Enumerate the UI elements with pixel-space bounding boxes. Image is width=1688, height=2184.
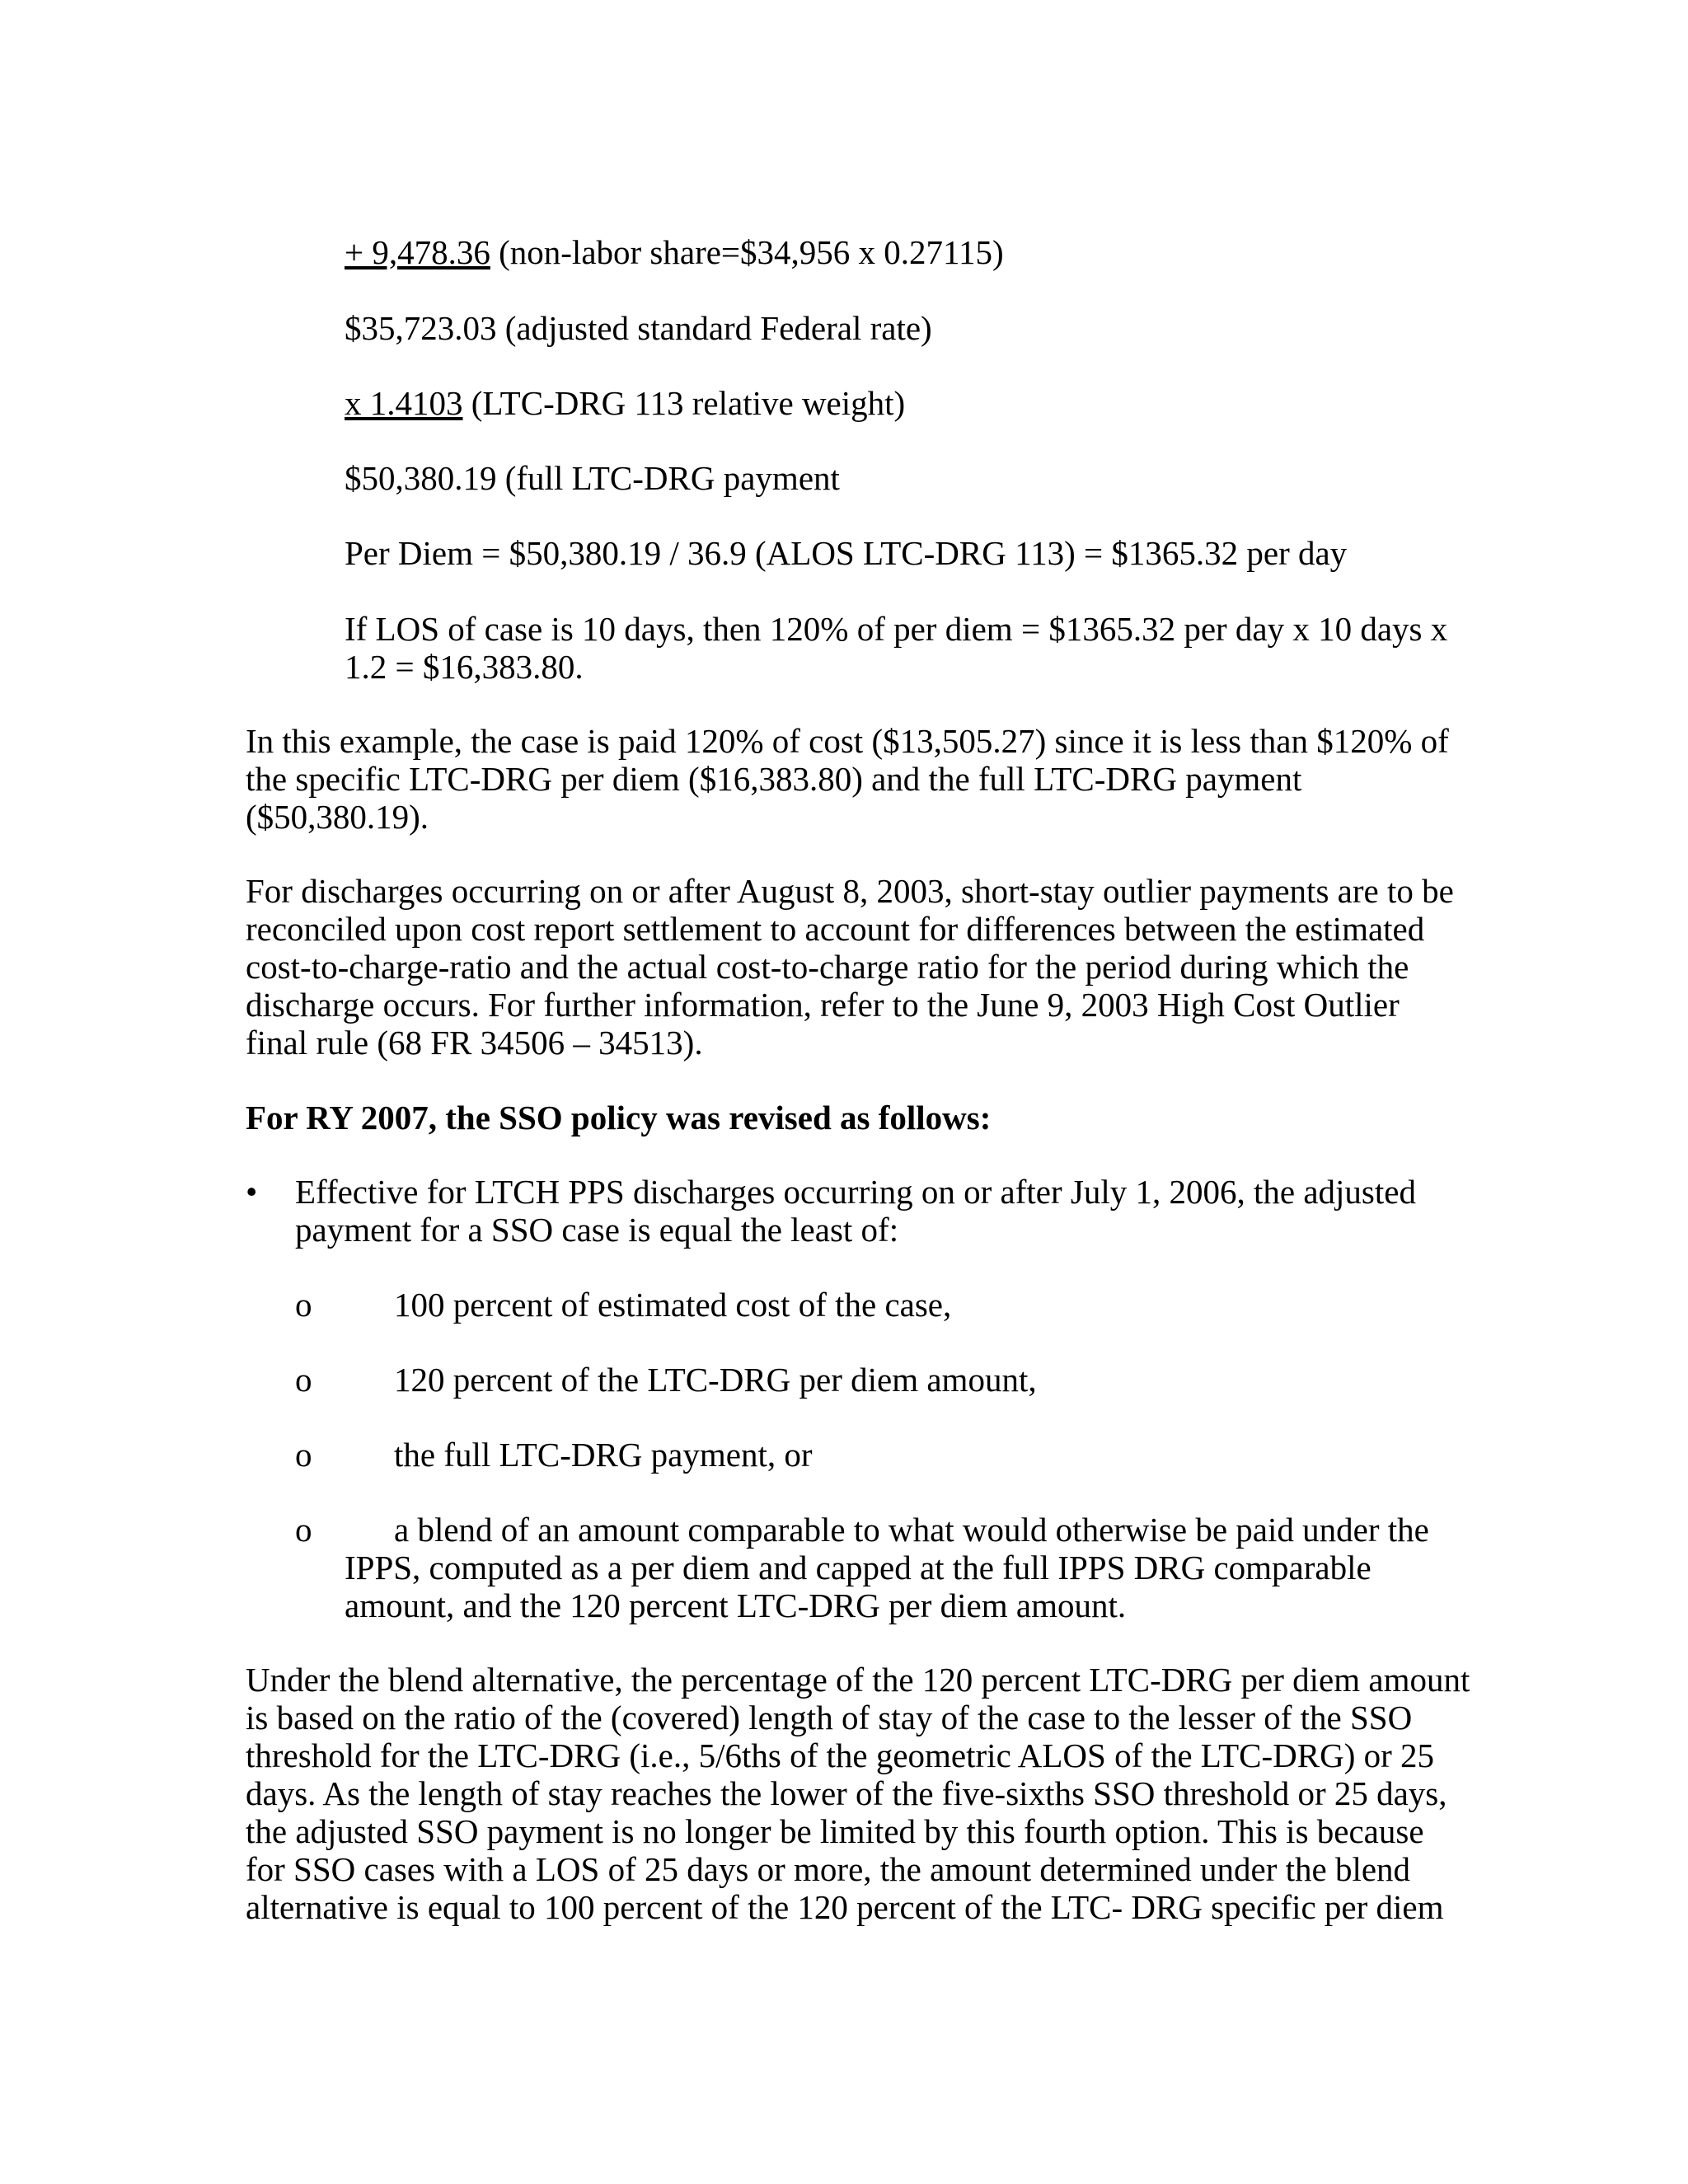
calc-line-adjusted-rate: $35,723.03 (adjusted standard Federal rate) xyxy=(345,309,932,347)
subitem-marker: o xyxy=(295,1436,312,1474)
calc-weight-desc: (LTC-DRG 113 relative weight) xyxy=(462,384,906,422)
para2-line: cost-to-charge-ratio and the actual cost-to-charge ratio for the period during which the xyxy=(246,948,1409,986)
para2-line: discharge occurs. For further information, refer to the June 9, 2003 High Cost Outlier xyxy=(246,986,1400,1024)
para3-line: Under the blend alternative, the percentage of the 120 percent LTC-DRG per diem amount xyxy=(246,1661,1470,1699)
para1-line: ($50,380.19). xyxy=(246,798,429,836)
bullet-line: Effective for LTCH PPS discharges occurring on or after July 1, 2006, the adjusted xyxy=(295,1173,1416,1211)
subitem-3: the full LTC-DRG payment, or xyxy=(394,1436,813,1474)
calc-line-los-b: 1.2 = $16,383.80. xyxy=(345,648,584,686)
subitem-4-line: amount, and the 120 percent LTC-DRG per diem amount. xyxy=(345,1586,1127,1624)
para2-line: reconciled upon cost report settlement to account for differences between the estimated xyxy=(246,910,1425,948)
calc-weight-value: x 1.4103 xyxy=(345,384,463,422)
para2-line: final rule (68 FR 34506 – 34513). xyxy=(246,1024,703,1062)
calc-line-per-diem: Per Diem = $50,380.19 / 36.9 (ALOS LTC-DRG 113) = $1365.32 per day xyxy=(345,534,1348,572)
subitem-marker: o xyxy=(295,1286,312,1324)
calc-line-los-a: If LOS of case is 10 days, then 120% of per diem = $1365.32 per day x 10 days x xyxy=(345,610,1448,648)
section-heading: For RY 2007, the SSO policy was revised as follows: xyxy=(246,1099,992,1137)
subitem-2: 120 percent of the LTC-DRG per diem amount, xyxy=(394,1361,1037,1399)
calc-nonlabor-desc: (non-labor share=$34,956 x 0.27115) xyxy=(490,233,1004,271)
para3-line: days. As the length of stay reaches the lower of the five-sixths SSO threshold or 25 days, xyxy=(246,1774,1447,1812)
subitem-1: 100 percent of estimated cost of the case, xyxy=(394,1286,952,1324)
para3-line: for SSO cases with a LOS of 25 days or more, the amount determined under the blend xyxy=(246,1850,1411,1888)
para3-line: is based on the ratio of the (covered) length of stay of the case to the lesser of the SSO xyxy=(246,1699,1413,1736)
para3-line: alternative is equal to 100 percent of the 120 percent of the LTC- DRG specific per diem xyxy=(246,1888,1444,1926)
calc-line-nonlabor xyxy=(345,233,1004,271)
para1-line: the specific LTC-DRG per diem ($16,383.80) and the full LTC-DRG payment xyxy=(246,760,1302,798)
para3-line: the adjusted SSO payment is no longer be limited by this fourth option. This is because xyxy=(246,1812,1424,1850)
para3-line: threshold for the LTC-DRG (i.e., 5/6ths of the geometric ALOS of the LTC-DRG) or 25 xyxy=(246,1736,1435,1774)
calc-nonlabor-amount: + 9,478.36 xyxy=(345,233,490,271)
para2-line: For discharges occurring on or after August 8, 2003, short-stay outlier payments are to be xyxy=(246,872,1454,910)
bullet-marker: • xyxy=(246,1173,258,1211)
calc-line-full-payment: $50,380.19 (full LTC-DRG payment xyxy=(345,459,840,497)
subitem-4-line: IPPS, computed as a per diem and capped at the full IPPS DRG comparable xyxy=(345,1549,1372,1586)
bullet-line: payment for a SSO case is equal the least of: xyxy=(295,1211,899,1249)
para1-line: In this example, the case is paid 120% of cost ($13,505.27) since it is less than $120% of xyxy=(246,722,1449,760)
calc-line-relative-weight xyxy=(345,384,905,422)
subitem-marker: o xyxy=(295,1361,312,1399)
subitem-4-line: a blend of an amount comparable to what would otherwise be paid under the xyxy=(394,1511,1429,1549)
subitem-marker: o xyxy=(295,1511,312,1549)
